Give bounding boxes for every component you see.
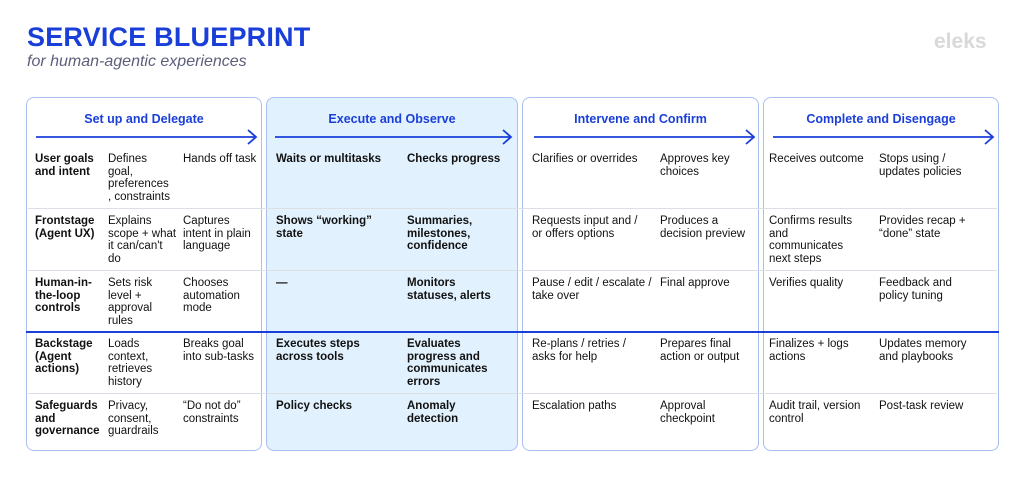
cell: Breaks goal into sub-tasks (183, 338, 254, 363)
cell: Final approve (660, 277, 730, 289)
cell: Chooses automation mode (183, 277, 240, 315)
arrow-right-icon (773, 129, 995, 145)
cell: Waits or multitasks (276, 153, 382, 165)
cell: Monitors statuses, alerts (407, 277, 491, 302)
logo: eleks (934, 30, 987, 53)
row-divider (28, 208, 997, 209)
cell: Sets risk level + approval rules (108, 277, 153, 328)
row-label-hitl-controls: Human-in-the-loop controls (35, 277, 92, 315)
cell: Clarifies or overrides (532, 153, 638, 165)
cell: Requests input and / or offers options (532, 215, 638, 240)
cell: Pause / edit / escalate / take over (532, 277, 652, 302)
page-title: SERVICE BLUEPRINT (27, 22, 311, 52)
row-label-backstage: Backstage (Agent actions) (35, 338, 93, 376)
cell: Hands off task (183, 153, 257, 165)
phase-title: Set up and Delegate (84, 112, 204, 126)
cell: Checks progress (407, 153, 501, 165)
cell: Approves key choices (660, 153, 730, 178)
phase-title: Complete and Disengage (806, 112, 956, 126)
cell: Verifies quality (769, 277, 844, 289)
cell: Stops using / updates policies (879, 153, 962, 178)
cell: Explains scope + what it can/can't do (108, 215, 177, 266)
cell: “Do not do” constraints (183, 400, 241, 425)
cell: Evaluates progress and communicates errors (407, 338, 488, 389)
cell: Audit trail, version control (769, 400, 861, 425)
cell: Provides recap + “done” state (879, 215, 966, 240)
cell: Prepares final action or output (660, 338, 740, 363)
phase-panel-complete (763, 97, 999, 451)
arrow-right-icon (275, 129, 513, 145)
cell: Summaries, milestones, confidence (407, 215, 473, 253)
arrow-right-icon (534, 129, 756, 145)
cell: Anomaly detection (407, 400, 459, 425)
cell: Finalizes + logs actions (769, 338, 849, 363)
phase-panel-intervene (522, 97, 759, 451)
row-label-safeguards: Safeguards and governance (35, 400, 100, 438)
arrow-right-icon (36, 129, 258, 145)
cell: Confirms results and communicates next steps (769, 215, 853, 266)
cell: Approval checkpoint (660, 400, 715, 425)
cell: Executes steps across tools (276, 338, 360, 363)
cell: Feedback and policy tuning (879, 277, 952, 302)
cell: Produces a decision preview (660, 215, 746, 240)
cell: Receives outcome (769, 153, 864, 165)
cell: Privacy, consent, guardrails (108, 400, 159, 438)
phase-panel-execute (266, 97, 518, 451)
row-divider (28, 393, 997, 394)
line-of-visibility (26, 331, 999, 333)
cell: Captures intent in plain language (183, 215, 251, 253)
row-label-frontstage: Frontstage (Agent UX) (35, 215, 95, 240)
phase-title: Execute and Observe (328, 112, 456, 126)
cell: Loads context, retrieves history (108, 338, 153, 389)
cell: Policy checks (276, 400, 353, 412)
phase-title: Intervene and Confirm (574, 112, 707, 126)
row-divider (28, 270, 997, 271)
cell: Escalation paths (532, 400, 617, 412)
phase-panel-setup (26, 97, 262, 451)
cell: — (276, 277, 288, 289)
cell: Re-plans / retries / asks for help (532, 338, 626, 363)
page-subtitle: for human-agentic experiences (27, 53, 247, 70)
row-label-user-goals: User goals and intent (35, 153, 94, 178)
cell: Shows “working” state (276, 215, 372, 240)
cell: Updates memory and playbooks (879, 338, 967, 363)
cell: Defines goal, preferences , constraints (108, 153, 170, 204)
cell: Post-task review (879, 400, 964, 412)
